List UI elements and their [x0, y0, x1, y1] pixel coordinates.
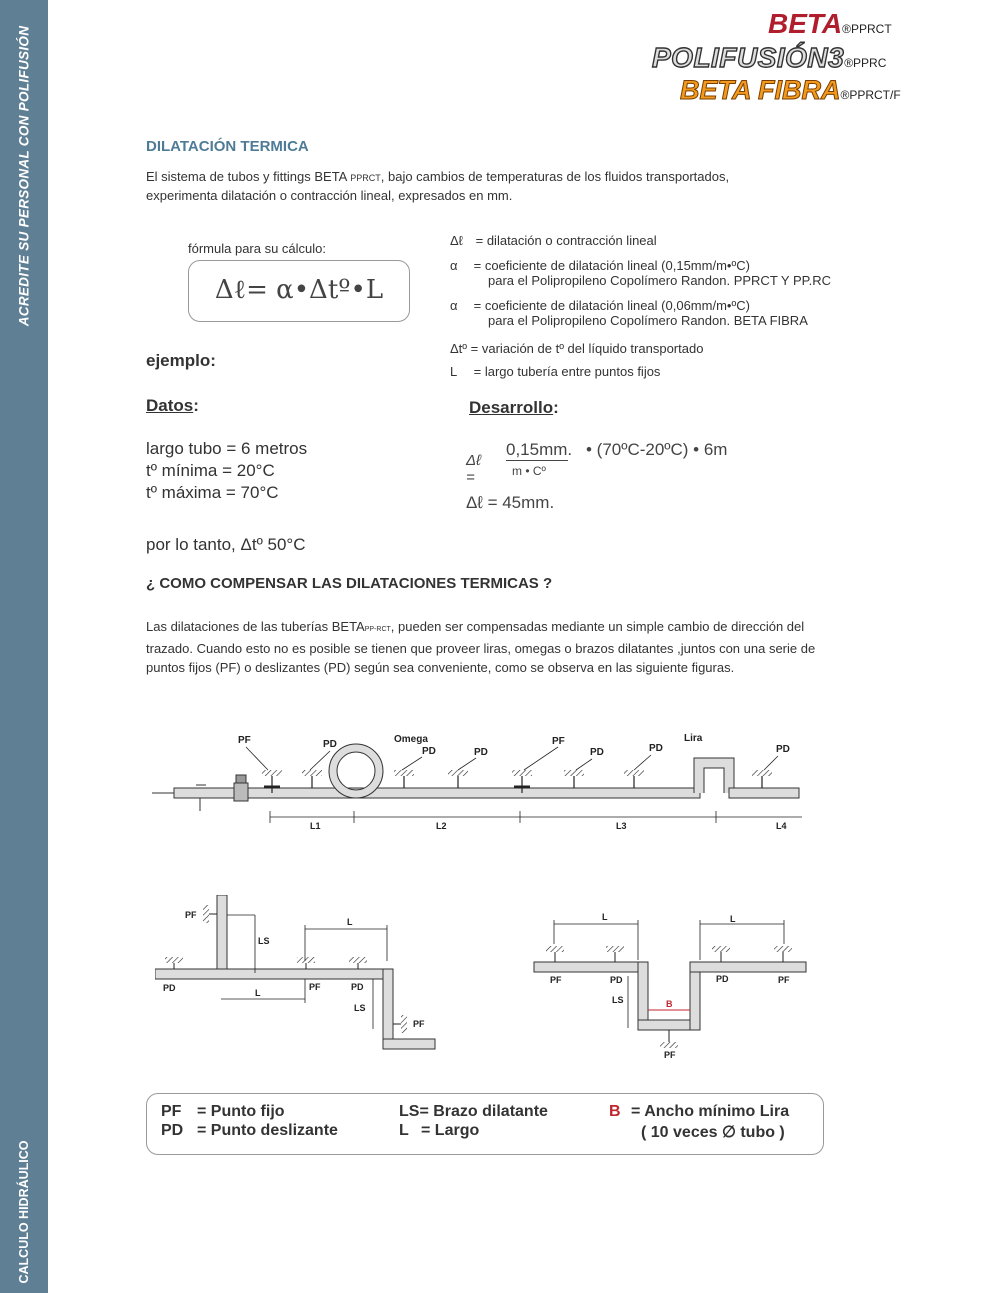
- label-pf: PF: [664, 1050, 676, 1060]
- brand-beta-suffix: PPRCT: [851, 22, 892, 36]
- compensar-title: ¿ COMO COMPENSAR LAS DILATACIONES TERMICAS ?: [146, 575, 553, 592]
- label-pf: PF: [552, 736, 565, 747]
- label-ls: LS: [612, 995, 624, 1005]
- label-pd: PD: [351, 982, 364, 992]
- dato-line: largo tubo = 6 metros: [146, 439, 308, 458]
- key-box: [146, 1093, 824, 1155]
- label-pd: PD: [776, 744, 790, 755]
- legend-item: L = largo tubería entre puntos fijos: [450, 364, 661, 379]
- legend-item: Δtº = variación de tº del líquido transportado: [450, 341, 704, 356]
- desarrollo-result: Δℓ = 45mm.: [466, 493, 555, 512]
- label-l4: L4: [776, 821, 787, 831]
- label-pd: PD: [590, 747, 604, 758]
- label-pd: PD: [716, 974, 729, 984]
- compensar-text: Las dilataciones de las tuberías BETAPP-RCT, pueden ser compensadas mediante un simple cambio de dirección del trazado. Cuando esto no es posible se tienen que proveer liras, omegas o brazos dilatantes ,juntos con una serie de puntos fijos (PF) o deslizantes (PD) según sea conveniente, como se observa en las siguiente figuras.: [146, 619, 816, 675]
- key-pf: PF = Punto fijo: [161, 1103, 285, 1120]
- key-ls: LS= Brazo dilatante: [399, 1103, 548, 1120]
- section-title: DILATACIÓN TERMICA: [146, 138, 309, 155]
- label-ls: LS: [258, 936, 270, 946]
- dato-line: tº mínima = 20°C: [146, 461, 275, 480]
- label-l: L: [347, 917, 353, 927]
- datos-heading: Datos:: [146, 396, 199, 415]
- label-l3: L3: [616, 821, 627, 831]
- formula-label: fórmula para su cálculo:: [188, 241, 327, 256]
- label-pf: PF: [185, 910, 197, 920]
- label-l: L: [730, 914, 736, 924]
- label-ls: LS: [354, 1003, 366, 1013]
- label-pd: PD: [610, 975, 623, 985]
- label-pd: PD: [163, 983, 176, 993]
- dato-line: tº máxima = 70°C: [146, 483, 279, 502]
- label-pd: PD: [649, 743, 663, 754]
- diagram-omega-lira: [146, 725, 826, 835]
- label-l2: L2: [436, 821, 447, 831]
- sidebar: [0, 0, 48, 1293]
- desarrollo-heading: Desarrollo:: [469, 398, 559, 417]
- brand-polifusion-suffix: PPRC: [853, 56, 887, 70]
- legend-item: Δℓ = dilatación o contracción lineal: [450, 233, 657, 248]
- formula-box: [188, 260, 410, 322]
- label-pf: PF: [309, 982, 321, 992]
- brand-beta-fibra: BETA FIBRA®PPRCT/F: [680, 75, 901, 105]
- diagram-direction-change: [155, 895, 445, 1060]
- brand-fibra-name: BETA FIBRA: [680, 75, 841, 105]
- label-omega: Omega: [394, 734, 428, 745]
- brand-fibra-suffix: PPRCT/F: [849, 88, 901, 102]
- sidebar-bottom-text: CALCULO HIDRÁULICO: [17, 1140, 31, 1284]
- legend-item: α = coeficiente de dilatación lineal (0,15mm/m•ºC) para el Polipropileno Copolímero Randon. PPRCT Y PP.RC: [450, 258, 832, 288]
- key-b: B = Ancho mínimo Lira: [609, 1103, 790, 1120]
- ejemplo-label: ejemplo:: [146, 351, 216, 370]
- label-l: L: [602, 912, 608, 922]
- dato-conclusion: por lo tanto, Δtº 50°C: [146, 535, 306, 554]
- label-pd: PD: [323, 739, 337, 750]
- key-b-note: ( 10 veces ∅ tubo ): [641, 1124, 785, 1141]
- label-pf: PF: [413, 1019, 425, 1029]
- label-l1: L1: [310, 821, 321, 831]
- diagram-lira: [530, 910, 815, 1065]
- formula: Δℓ= α•Δtº•L: [214, 275, 384, 305]
- label-l: L: [255, 988, 261, 998]
- key-pd: PD = Punto deslizante: [161, 1122, 338, 1139]
- label-b: B: [666, 999, 673, 1009]
- label-pd: PD: [422, 746, 436, 757]
- label-pf: PF: [238, 735, 251, 746]
- label-pf: PF: [550, 975, 562, 985]
- label-lira: Lira: [684, 733, 703, 744]
- brand-polifusion-name: POLIFUSIÓN3: [652, 42, 845, 73]
- key-l: L = Largo: [399, 1122, 480, 1139]
- brand-beta: BETA®PPRCT: [768, 8, 892, 39]
- label-pd: PD: [474, 747, 488, 758]
- intro-text: El sistema de tubos y fittings BETA PPRCT, bajo cambios de temperaturas de los fluidos transportados, experimenta dilatación o contracción lineal, expresados en mm.: [146, 169, 730, 203]
- brand-polifusion: POLIFUSIÓN3®PPRC: [652, 42, 887, 73]
- brand-beta-name: BETA: [768, 8, 843, 39]
- legend-item: α = coeficiente de dilatación lineal (0,06mm/m•ºC) para el Polipropileno Copolímero Randon. BETA FIBRA: [450, 298, 808, 328]
- label-pf: PF: [778, 975, 790, 985]
- sidebar-top-text: ACREDITE SU PERSONAL CON POLIFUSIÓN: [16, 25, 32, 327]
